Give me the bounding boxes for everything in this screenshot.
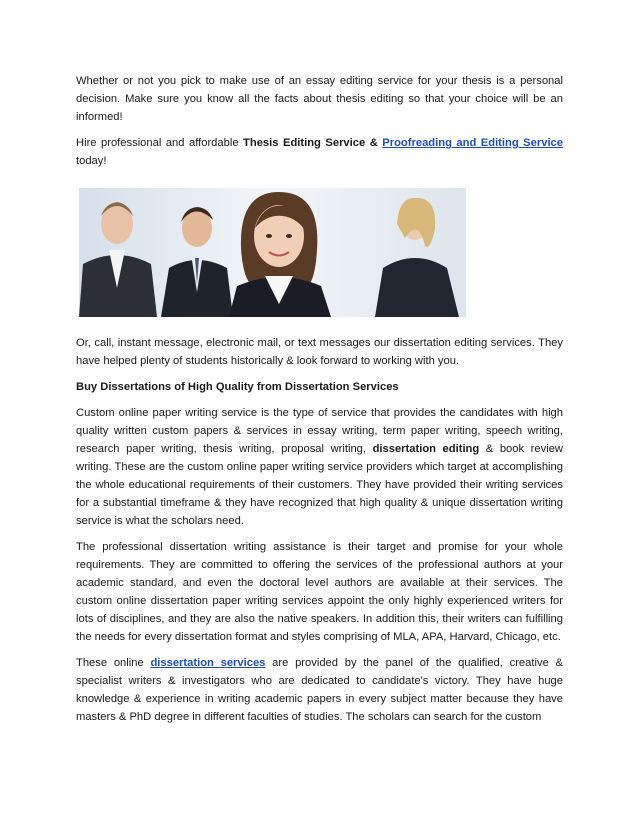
paragraph-contact: Or, call, instant message, electronic mail, or text messages our dissertation editing services. They have helped plenty of students historically & look forward to working with you.	[76, 337, 563, 367]
custom-writing-end-text: & book review writing. These are the custom online paper writing service providers which target at accomplishing the whole educational requirements of their customers. They have provided their writing services for a substantial timeframe & they have recognized that high quality & unique dissertation writing service is what the scholars need.	[76, 443, 563, 527]
online-services-end-text: are provided by the panel of the qualified, creative & specialist writers & investigators who are dedicated to candidate's victory. They have huge knowledge & experience in writing academic papers in every subject matter because they have masters & PhD degree in different faculties of studies. The scholars can search for the custom	[76, 657, 563, 723]
section-heading: Buy Dissertations of High Quality from Dissertation Services	[76, 381, 399, 393]
paragraph-custom-writing	[76, 404, 563, 530]
business-team-illustration	[79, 188, 466, 317]
paragraph-intro: Whether or not you pick to make use of an essay editing service for your thesis is a personal decision. Make sure you know all the facts about thesis editing so that your choice will be an informed!	[76, 75, 563, 123]
online-services-text: These online	[76, 657, 151, 669]
hire-bold-text: Thesis Editing Service &	[243, 137, 383, 149]
proofreading-link[interactable]: Proofreading and Editing Service	[382, 137, 563, 149]
body-block	[76, 334, 563, 726]
dissertation-services-link[interactable]: dissertation services	[150, 657, 266, 669]
intro-block	[76, 72, 563, 170]
paragraph-hire	[76, 134, 563, 170]
paragraph-professional-assistance: The professional dissertation writing assistance is their target and promise for your whole requirements. They are committed to offering the services of the professional authors at your academic standard, and even the doctoral level authors are available at their services. The custom online dissertation paper writing services appoint the only highly experienced writers for lots of disciplines, and they are also the native speakers. In addition this, their writers can fulfilling the needs for every dissertation format and styles comprising of MLA, APA, Harvard, Chicago, etc.	[76, 541, 563, 643]
business-team-photo	[79, 188, 466, 317]
dissertation-editing-bold: dissertation editing	[372, 443, 480, 455]
hire-end-text: today!	[76, 155, 107, 167]
custom-writing-text: Custom online paper writing service is the type of service that provides the candidates with high quality written custom papers & services in essay writing, term paper writing, speech writing, research paper writing, thesis writing, proposal writing,	[76, 407, 563, 455]
paragraph-online-services	[76, 654, 563, 726]
hire-text: Hire professional and affordable	[76, 137, 244, 149]
